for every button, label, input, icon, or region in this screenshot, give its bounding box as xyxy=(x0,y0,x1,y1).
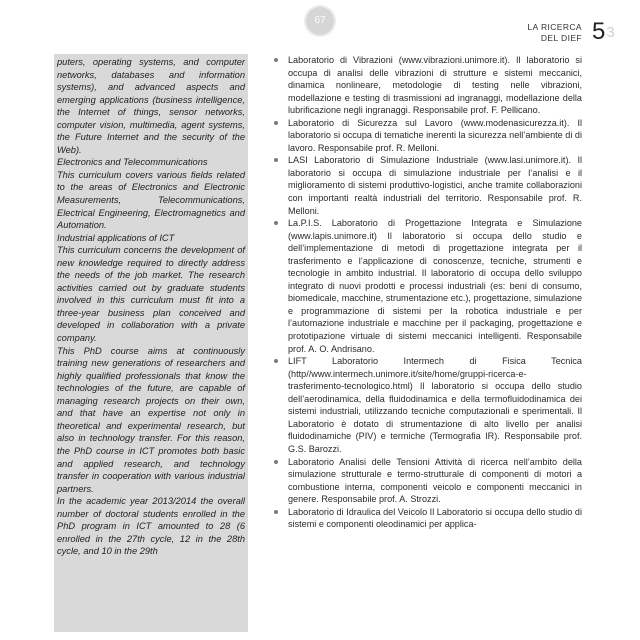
paragraph-computer-science-continued: puters, operating systems, and computer networks, databases and information systems), and advanced aspects and emerging applications (business intelligence, the Internet of things, sensor networks, computer vision, multimedia, agent systems, the Future Internet and the security of the Web). xyxy=(57,57,245,155)
bullet-icon xyxy=(274,58,278,62)
lab-item-analisi-tensioni xyxy=(270,456,582,506)
lab-item-lasi xyxy=(270,154,582,217)
paragraph-phd-aims: This PhD course aims at continuously training new generations of researchers and highly qualified professionals that know the technologies of the future, are capable of managing research projects on their own, and that have an expertise not only in theoretical and experimental research, but also in technology transfer. For this reason, the PhD course in ICT promotes both basic and applied research, and technology transfer in cooperation with various industrial partners. xyxy=(57,345,245,494)
chapter-number xyxy=(592,18,615,47)
paragraph-industrial-ict: This curriculum concerns the development of new knowledge required to directly address the needs of the job market. The research activities carried out by graduate students involved in this curriculum must fit into a three-year business plan conceived and developed in collaboration with a private company. xyxy=(57,245,245,344)
lab-item-idraulica-veicolo xyxy=(270,506,582,531)
bullet-icon xyxy=(274,121,278,125)
lab-item-text: Laboratorio di Vibrazioni (www.vibrazioni.unimore.it). Il laboratorio si occupa di analisi delle vibrazioni di strutture e sistemi meccanici, dinamica nonlineare, metodologie di testing nelle vibrazioni, modellazione e testing di trasmissioni ad ingranaggi, modellazione della lubrificazione negli ingranaggi. Responsabile prof. F. Pellicano. xyxy=(288,55,582,116)
right-column-lab-list xyxy=(270,54,582,636)
bullet-icon xyxy=(274,510,278,514)
chapter-number-main: 5 xyxy=(592,18,606,45)
lab-item-vibrazioni xyxy=(270,54,582,117)
laboratory-list xyxy=(270,54,582,531)
paragraph-enrollment: In the academic year 2013/2014 the overall number of doctoral students enrolled in the PhD program in ICT amounted to 28 (6 enrolled in the 27th cycle, 12 in the 28th cycle, and 10 in the 29th xyxy=(57,496,245,557)
lab-item-lapis xyxy=(270,217,582,355)
paragraph-electronics: This curriculum covers various fields related to the areas of Electronics and Electronic Measurements, Telecommunications, Electrical Engineering, Electromagnetics and Automation. xyxy=(57,169,245,231)
lab-item-lift xyxy=(270,355,582,455)
lab-item-text: LIFT Laboratorio Intermech di Fisica Tecnica (http//www.intermech.unimore.it/site/home/gruppi-ricerca-e-trasferimento-tecnologico.html) Il laboratorio si occupa dello studio dell’aerodinamica, della fluidodinamica e della termofluidodinamica dei sistemi industriali, utilizzando tecniche computazionali e sperimentali. Il Laboratorio è dotato di strumentazione di alto livello per analisi fluidodinamiche (PIV) e termiche (Termografia IR). Responsabile prof. G.S. Barozzi. xyxy=(288,356,582,454)
section-label xyxy=(527,22,582,44)
page-number-badge: 67 xyxy=(306,7,334,35)
lab-item-text: Laboratorio di Sicurezza sul Lavoro (www.modenasicurezza.it). Il laboratorio si occupa di tematiche inerenti la sicurezza nell’ambiente di di lavoro. Responsabile prof. R. Melloni. xyxy=(288,117,582,153)
section-label-line-1: LA RICERCA xyxy=(527,22,582,32)
bullet-icon xyxy=(274,460,278,464)
bullet-icon xyxy=(274,158,278,162)
lab-item-sicurezza xyxy=(270,117,582,155)
chapter-number-sub: 3 xyxy=(606,24,615,41)
bullet-icon xyxy=(274,221,278,225)
lab-item-text: La.P.I.S. Laboratorio di Progettazione Integrata e Simulazione (www.lapis.unimore.it) Il laboratorio si occupa dello studio e dell’implementazione di metodi di progettazione integrata per il trasferimento e l’applicazione di conoscenze, tecniche, strumenti e tecnologie in ambito industrial. Il laboratorio di occupa dello sviluppo integrato di nuovi prodotti e processi industriali (es: beni di consumo, biomedicale, macchine, strumentazione etc.), progettazione, simulazione e programmazione di sistemi per la robotica industriale e per l’automazione industriale e macchine per il packaging, progettazione e prototipazione virtuale di sistemi meccanici intelligenti. Responsabile prof. A. O. Andrisano. xyxy=(288,218,582,354)
bullet-icon xyxy=(274,359,278,363)
curriculum-heading-industrial-ict: Industrial applications of ICT xyxy=(57,232,175,243)
lab-item-text: Laboratorio di Idraulica del Veicolo Il Laboratorio si occupa dello studio di sistemi e componenti oleodinamici per applica- xyxy=(288,506,582,530)
lab-item-text: LASI Laboratorio di Simulazione Industriale (www.lasi.unimore.it). Il laboratorio si occupa di simulazione industriale per l’analisi e il miglioramento di sistemi produttivo-logistici, anche tramite collaborazioni con importanti realtà industriali del territorio. Responsabile prof. R. Melloni. xyxy=(288,155,582,216)
section-label-line-2: DEL DIEF xyxy=(540,33,582,43)
left-column-english-text xyxy=(54,54,248,632)
curriculum-heading-electronics: Electronics and Telecommunications xyxy=(57,157,208,168)
lab-item-text: Laboratorio Analisi delle Tensioni Attività di ricerca nell’ambito della simulazione strutturale e termo-strutturale di componenti di motori a combustione interna, componenti veicolo e componenti meccanici in genere. Responsabile prof. A. Strozzi. xyxy=(288,456,582,505)
